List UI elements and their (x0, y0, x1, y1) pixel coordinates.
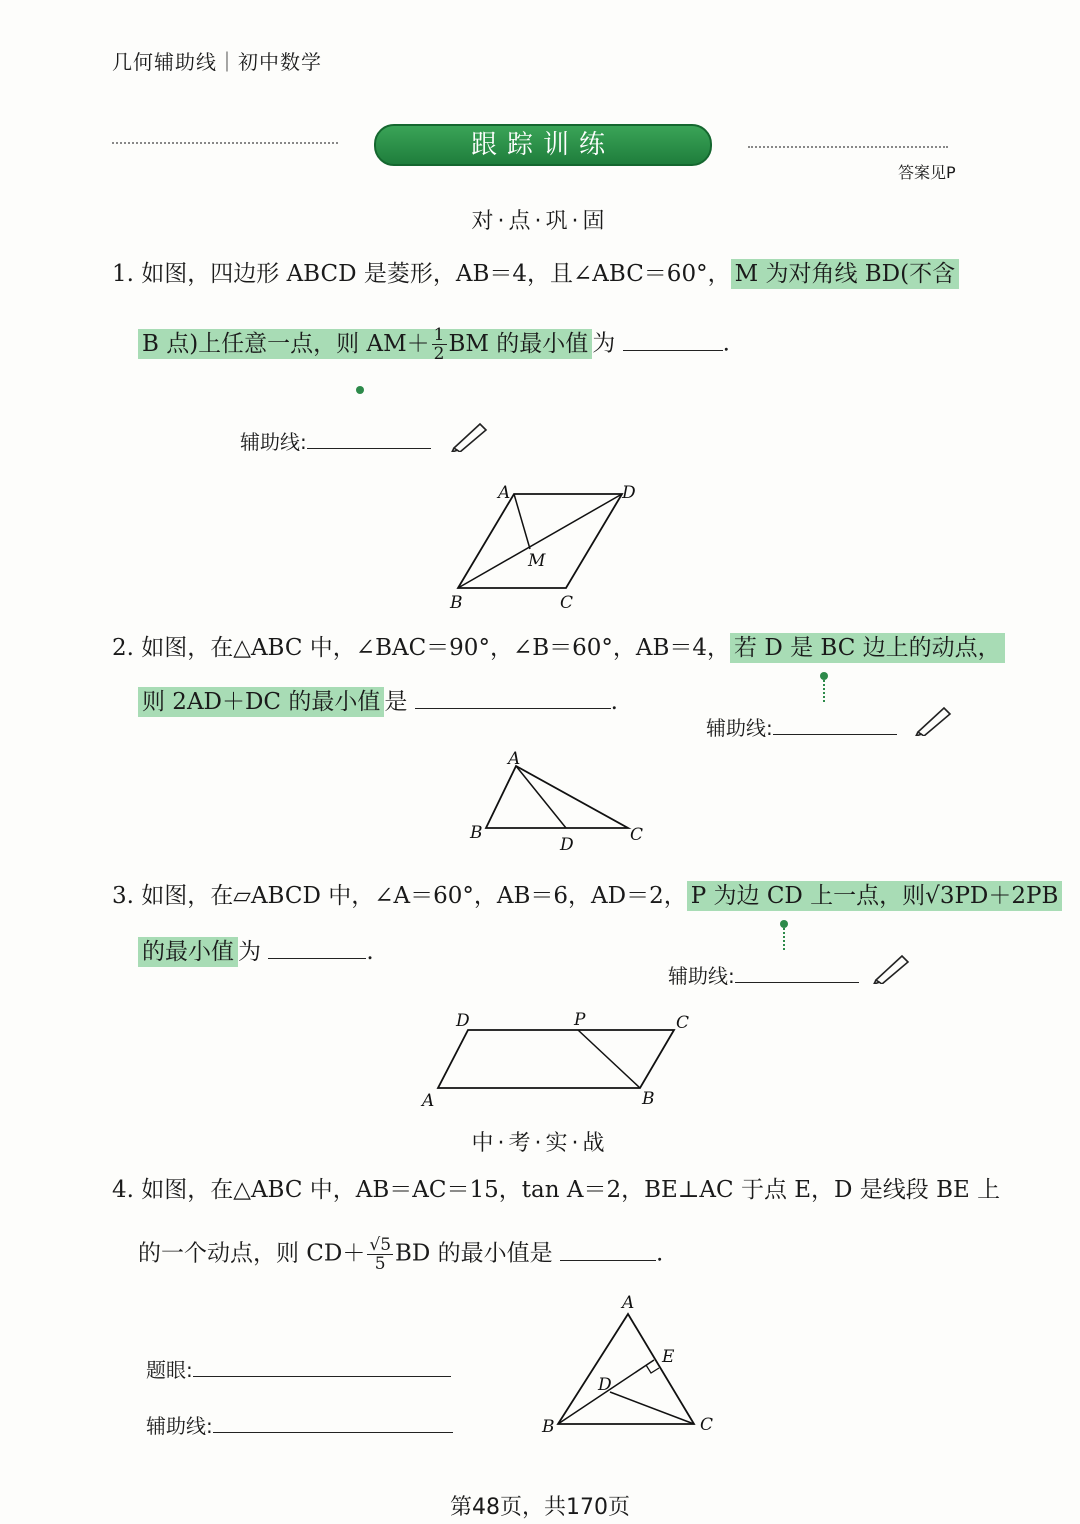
figure-2-triangle (460, 748, 660, 856)
q4-frac-den: 5 (374, 1254, 386, 1274)
fig4-label-A: A (622, 1293, 635, 1313)
q1-fraction (432, 326, 447, 363)
fig2-label-C: C (630, 825, 644, 845)
figure-3-parallelogram (416, 1006, 706, 1110)
q1-post: 为 (592, 330, 616, 357)
q3-post: 为 (238, 939, 261, 965)
section-heading-practice: 对·点·巩·固 (471, 209, 609, 234)
answer-reference: 答案见P (898, 163, 956, 182)
q1-answer-blank[interactable] (623, 328, 723, 351)
q4-aux-label: 辅助线: (146, 1414, 213, 1438)
fig3-label-A: A (422, 1091, 435, 1110)
q3-pin-stem (783, 928, 785, 950)
q3-aux-label: 辅助线: (668, 964, 735, 988)
q1-pencil-icon (450, 420, 490, 452)
q4-key-label: 题眼: (146, 1358, 193, 1382)
q3-aux-line (668, 960, 859, 989)
q1-frac-den: 2 (433, 344, 445, 364)
divider-right (748, 146, 948, 148)
q3-text: 3. 如图，在▱ABCD 中，∠A＝60°，AB＝6，AD＝2， (112, 883, 687, 909)
q2-highlight-1: 若 D 是 BC 边上的动点， (730, 633, 1005, 663)
q2-aux-line (706, 712, 897, 741)
q4-line2b: BD 的最小值是 (395, 1240, 553, 1267)
question-2-line-1 (112, 632, 1005, 664)
page-footer: 第48页，共170页 (450, 1495, 630, 1520)
q3-pin-icon (780, 920, 788, 928)
fig2-label-D: D (560, 835, 574, 855)
q2-pin-stem (823, 680, 825, 702)
q1-text: 1. 如图，四边形 ABCD 是菱形，AB＝4，且∠ABC＝60°， (112, 261, 731, 287)
q2-text: 2. 如图，在△ABC 中，∠BAC＝90°，∠B＝60°，AB＝4， (112, 635, 731, 661)
q4-line2a: 的一个动点，则 CD＋ (138, 1240, 366, 1267)
fig2-label-B: B (470, 823, 483, 843)
q2-aux-label: 辅助线: (706, 716, 773, 740)
q4-dot: . (655, 1240, 664, 1267)
q3-aux-blank[interactable] (735, 960, 859, 983)
q1-pin-icon (356, 386, 364, 394)
question-1-line-1 (112, 258, 959, 290)
fig4-label-D: D (598, 1375, 612, 1395)
q3-highlight-1: P 为边 CD 上一点，则√3PD＋2PB (687, 881, 1063, 911)
q1-hl2a: B 点)上任意一点，则 AM＋ (142, 330, 430, 357)
section-banner: 跟踪训练 (374, 124, 712, 166)
q4-fraction (367, 1236, 393, 1273)
q1-aux-blank[interactable] (307, 426, 431, 449)
fig3-label-D: D (456, 1011, 470, 1031)
q2-pencil-icon (914, 704, 954, 736)
q1-dot: . (722, 330, 730, 357)
q1-aux-line (240, 426, 431, 455)
fig1-label-M: M (528, 551, 546, 571)
fig3-label-P: P (574, 1010, 586, 1030)
q1-frac-num: 1 (433, 325, 445, 345)
q2-post: 是 (384, 689, 408, 715)
question-3-line-1 (112, 880, 1062, 912)
fig3-label-C: C (676, 1013, 690, 1033)
q4-aux-blank[interactable] (213, 1410, 453, 1433)
divider-left (112, 142, 338, 144)
section-heading-exam: 中·考·实·战 (471, 1131, 609, 1156)
q2-answer-blank[interactable] (415, 686, 611, 709)
q1-highlight-1: M 为对角线 BD(不含 (731, 259, 960, 289)
fig4-label-E: E (662, 1347, 675, 1367)
q3-pencil-icon (872, 952, 912, 984)
fig1-label-C: C (560, 593, 574, 612)
question-1-line-2 (138, 326, 730, 363)
fig4-label-B: B (542, 1417, 555, 1437)
figure-4-triangle (536, 1290, 726, 1440)
figure-1-rhombus (440, 478, 650, 612)
fig2-label-A: A (508, 749, 521, 769)
q4-frac-num: √5 (369, 1235, 392, 1255)
fig1-label-D: D (622, 483, 636, 503)
q2-highlight-2: 则 2AD＋DC 的最小值 (138, 687, 384, 717)
q1-hl2b: BM 的最小值 (448, 330, 589, 357)
header-title: 几何辅助线｜初中数学 (112, 50, 322, 74)
fig1-label-A: A (498, 483, 511, 503)
q4-key-blank[interactable] (193, 1354, 451, 1377)
q4-answer-blank[interactable] (560, 1238, 656, 1261)
fig1-label-B: B (450, 593, 463, 612)
fig3-label-B: B (642, 1089, 655, 1109)
question-4-line-2 (138, 1236, 663, 1273)
question-3-line-2 (138, 936, 374, 968)
q3-dot: . (366, 939, 374, 965)
q3-highlight-2: 的最小值 (138, 937, 238, 967)
question-2-line-2 (138, 686, 618, 718)
q2-dot: . (610, 689, 618, 715)
q1-highlight-2 (138, 325, 592, 364)
q1-aux-label: 辅助线: (240, 430, 307, 454)
q4-key-line (146, 1354, 451, 1383)
q2-aux-blank[interactable] (773, 712, 897, 735)
fig4-label-C: C (700, 1415, 714, 1435)
question-4-line-1: 4. 如图，在△ABC 中，AB＝AC＝15，tan A＝2，BE⊥AC 于点 E，D 是线段 BE 上 (112, 1177, 1001, 1203)
q2-pin-icon (820, 672, 828, 680)
q3-answer-blank[interactable] (268, 936, 366, 959)
q4-aux-line (146, 1410, 453, 1439)
